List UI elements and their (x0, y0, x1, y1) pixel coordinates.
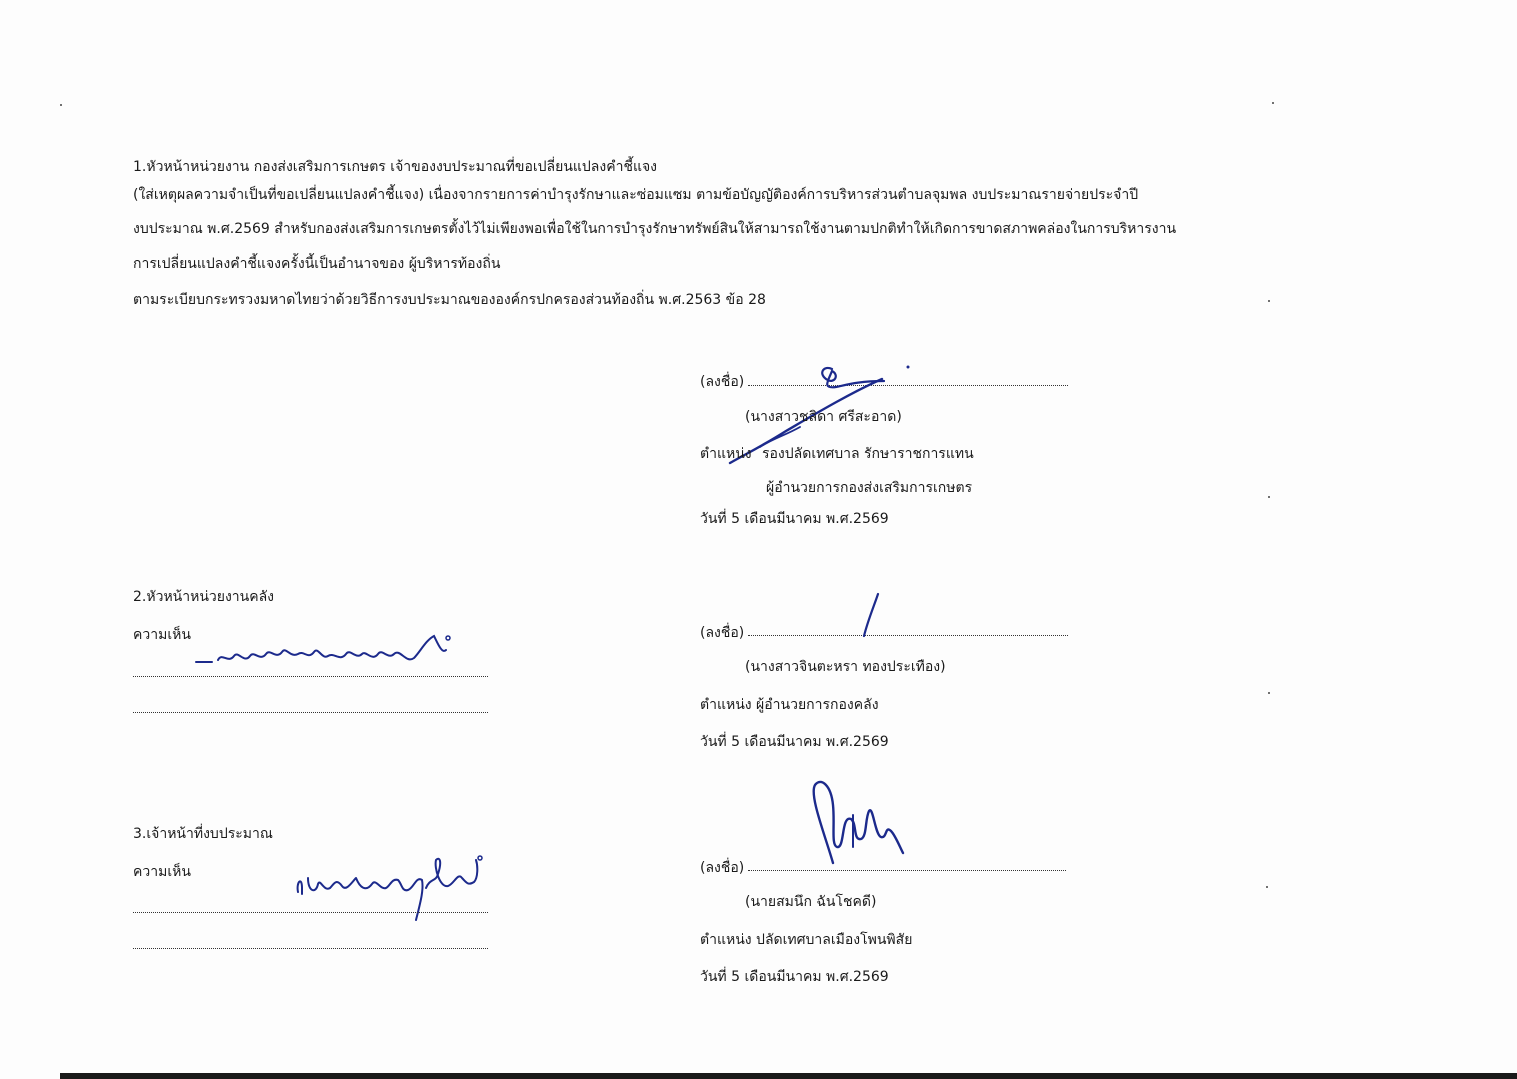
signer3-date: วันที่ 5 เดือนมีนาคม พ.ศ.2569 (700, 969, 889, 985)
scan-speck (1268, 300, 1270, 302)
section3-opinion-line-1 (133, 912, 488, 913)
signer3-name: (นายสมนึก ฉันโชคดี) (745, 894, 877, 910)
section1-line5: ตามระเบียบกระทรวงมหาดไทยว่าด้วยวิธีการงบประมาณขององค์กรปกครองส่วนท้องถิ่น พ.ศ.2563 ข้อ 28 (133, 292, 766, 308)
signer3-sign-label: (ลงชื่อ) (700, 860, 745, 876)
signer1-sign-label: (ลงชื่อ) (700, 374, 745, 390)
section2-opinion-label: ความเห็น (133, 627, 191, 643)
section2-title: 2.หัวหน้าหน่วยงานคลัง (133, 589, 275, 605)
signer1-date: วันที่ 5 เดือนมีนาคม พ.ศ.2569 (700, 511, 889, 527)
section2-opinion-line-1 (133, 676, 488, 677)
section1-line4: การเปลี่ยนแปลงคำชี้แจงครั้งนี้เป็นอำนาจของ ผู้บริหารท้องถิ่น (133, 256, 501, 272)
signer2-sign-label: (ลงชื่อ) (700, 625, 745, 641)
scan-speck (60, 104, 62, 106)
section1-line3: งบประมาณ พ.ศ.2569 สำหรับกองส่งเสริมการเกษตรตั้งไว้ไม่เพียงพอเพื่อใช้ในการบำรุงรักษาทรัพย์สินให้สามารถใช้งานตามปกติทำให้เกิดการขาดสภาพคล่องในการบริหารงาน (133, 221, 1177, 237)
section2-handwritten-opinion (190, 630, 460, 674)
section1-line2: (ใส่เหตุผลความจำเป็นที่ขอเปลี่ยนแปลงคำชี้แจง) เนื่องจากรายการค่าบำรุงรักษาและซ่อมแซม ตามข้อบัญญัติองค์การบริหารส่วนตำบลจุมพล งบประมาณรายจ่ายประจำปี (133, 187, 1139, 203)
section3-handwritten-opinion (290, 848, 490, 928)
signer2-signature (850, 590, 890, 640)
signer2-date: วันที่ 5 เดือนมีนาคม พ.ศ.2569 (700, 734, 889, 750)
signer1-position: รองปลัดเทศบาล รักษาราชการแทน (762, 446, 974, 462)
signer2-position: ตำแหน่ง ผู้อำนวยการกองคลัง (700, 697, 879, 713)
section3-opinion-line-2 (133, 948, 488, 949)
signer1-position-label: ตำแหน่ง (700, 446, 752, 462)
section2-opinion-line-2 (133, 712, 488, 713)
section3-title: 3.เจ้าหน้าที่งบประมาณ (133, 826, 273, 842)
signer1-position-2: ผู้อำนวยการกองส่งเสริมการเกษตร (766, 480, 973, 496)
section1-line1: 1.หัวหน้าหน่วยงาน กองส่งเสริมการเกษตร เจ้าของงบประมาณที่ขอเปลี่ยนแปลงคำชี้แจง (133, 159, 658, 175)
signer3-signature-line (748, 870, 1066, 871)
scan-edge-shadow (60, 1073, 1517, 1079)
scan-speck (1266, 886, 1268, 888)
section3-opinion-label: ความเห็น (133, 864, 191, 880)
signer2-signature-line (748, 635, 1068, 636)
signer3-signature (795, 775, 915, 870)
scan-speck (1272, 102, 1274, 104)
scan-speck (1268, 496, 1270, 498)
scan-speck (1268, 692, 1270, 694)
signer1-name: (นางสาวชลิดา ศรีสะอาด) (745, 409, 902, 425)
signer3-position: ตำแหน่ง ปลัดเทศบาลเมืองโพนพิสัย (700, 932, 913, 948)
signer2-name: (นางสาวจินตะหรา ทองประเทือง) (745, 659, 946, 675)
